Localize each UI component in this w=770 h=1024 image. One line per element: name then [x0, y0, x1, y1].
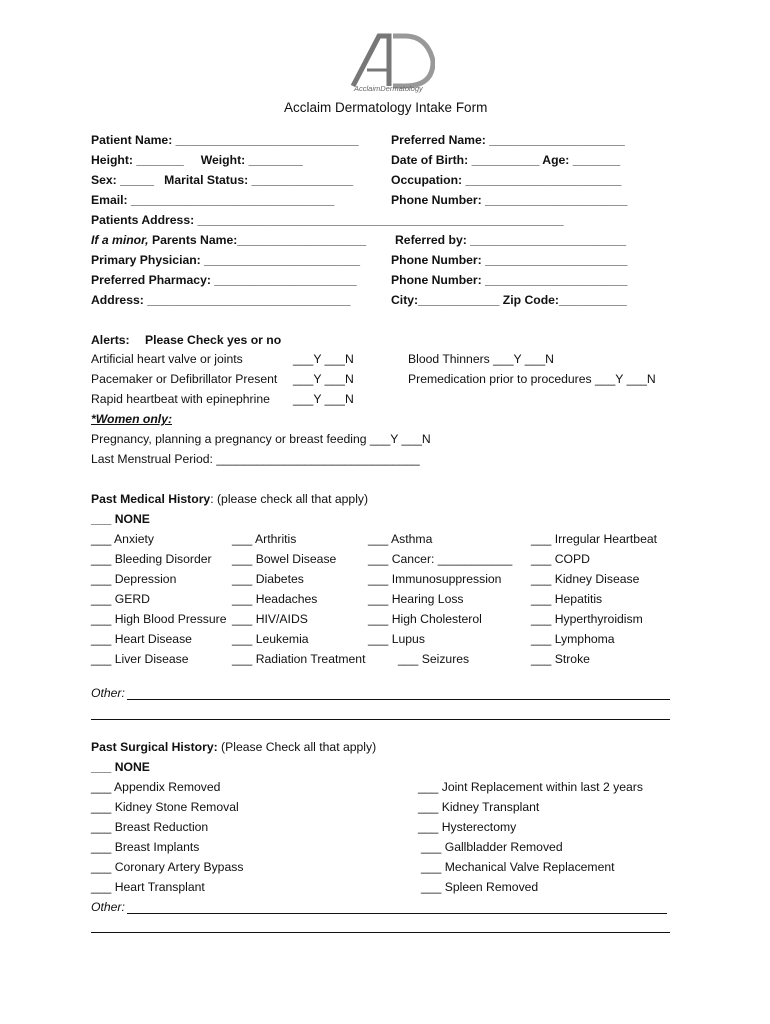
- parents-name-field[interactable]: [91, 232, 366, 248]
- medical-option[interactable]: ___ Arthritis: [232, 532, 297, 546]
- city-zip-field[interactable]: City:____________ Zip Code:__________: [391, 293, 627, 307]
- medical-option[interactable]: ___ Bowel Disease: [232, 552, 337, 566]
- surgical-other-line-2[interactable]: [91, 932, 670, 933]
- medical-option[interactable]: ___ Hearing Loss: [368, 592, 464, 606]
- logo-text: AcclaimDermatology: [354, 84, 423, 93]
- patient-name-field[interactable]: Patient Name: ___________________________: [91, 133, 359, 147]
- medical-option[interactable]: ___ Liver Disease: [91, 652, 189, 666]
- medical-option[interactable]: ___ Irregular Heartbeat: [531, 532, 658, 546]
- height-weight-field[interactable]: Height: _______ Weight: ________: [91, 153, 303, 167]
- alert-yes-no[interactable]: ___Y ___N: [293, 372, 354, 386]
- alert-item-label: Pacemaker or Defibrillator Present: [91, 372, 278, 386]
- medical-option[interactable]: ___ Immunosuppression: [368, 572, 502, 586]
- medical-option[interactable]: ___ Headaches: [232, 592, 318, 606]
- email-field[interactable]: Email: ______________________________: [91, 193, 335, 207]
- surgical-option[interactable]: ___ Kidney Stone Removal: [91, 800, 239, 814]
- alert-yes-no[interactable]: ___Y ___N: [293, 392, 354, 406]
- medical-option[interactable]: ___ Radiation Treatment: [232, 652, 366, 666]
- alert-item-label: Rapid heartbeat with epinephrine: [91, 392, 270, 406]
- surgical-history-heading: [91, 739, 376, 755]
- medical-option[interactable]: ___ Anxiety: [91, 532, 155, 546]
- medical-option[interactable]: ___ Cancer: ___________: [368, 552, 513, 566]
- referred-by-field[interactable]: Referred by: _______________________: [395, 233, 627, 247]
- medical-option[interactable]: ___ High Blood Pressure: [91, 612, 227, 626]
- medical-option[interactable]: ___ GERD: [91, 592, 150, 606]
- pregnancy-field[interactable]: Pregnancy, planning a pregnancy or breast feeding ___Y ___N: [91, 432, 431, 446]
- surgical-option[interactable]: ___ Hysterectomy: [418, 820, 517, 834]
- medical-option[interactable]: ___ Stroke: [531, 652, 590, 666]
- surgical-none-option[interactable]: ___ NONE: [91, 760, 150, 774]
- patients-address-field[interactable]: Patients Address: ______________________________________________________: [91, 213, 564, 227]
- surgical-option[interactable]: ___ Breast Reduction: [91, 820, 209, 834]
- alert-yes-no[interactable]: ___Y ___N: [293, 352, 354, 366]
- preferred-name-field[interactable]: Preferred Name: ____________________: [391, 133, 625, 147]
- medical-none-option[interactable]: ___ NONE: [91, 512, 150, 526]
- alert-item-label: Artificial heart valve or joints: [91, 352, 243, 366]
- medical-option[interactable]: ___ Bleeding Disorder: [91, 552, 212, 566]
- medical-option[interactable]: ___ Lymphoma: [531, 632, 615, 646]
- medical-other-label: Other:: [91, 686, 125, 700]
- medical-option[interactable]: ___ Heart Disease: [91, 632, 192, 646]
- medical-option[interactable]: ___ Asthma: [368, 532, 433, 546]
- medical-other-line[interactable]: [127, 699, 670, 700]
- alerts-instruction: Please Check yes or no: [145, 333, 282, 347]
- medical-other-line-2[interactable]: [91, 719, 670, 720]
- medical-option[interactable]: ___ Hepatitis: [531, 592, 603, 606]
- medical-option[interactable]: ___ High Cholesterol: [368, 612, 482, 626]
- medical-option[interactable]: ___ Leukemia: [232, 632, 309, 646]
- last-period-field[interactable]: Last Menstrual Period: ______________________________: [91, 452, 420, 466]
- medical-option[interactable]: ___ COPD: [531, 552, 590, 566]
- medical-option[interactable]: ___ Depression: [91, 572, 177, 586]
- surgical-option[interactable]: ___ Heart Transplant: [91, 880, 205, 894]
- blood-thinners-field[interactable]: Blood Thinners ___Y ___N: [408, 352, 554, 366]
- medical-history-heading-rest: : (please check all that apply): [210, 492, 369, 506]
- surgical-option[interactable]: ___ Gallbladder Removed: [421, 840, 563, 854]
- surgical-option[interactable]: ___ Breast Implants: [91, 840, 200, 854]
- primary-physician-field[interactable]: Primary Physician: _______________________: [91, 253, 361, 267]
- form-title: Acclaim Dermatology Intake Form: [284, 100, 488, 115]
- dob-age-field[interactable]: Date of Birth: __________ Age: _______: [391, 153, 621, 167]
- medical-option[interactable]: ___ Kidney Disease: [531, 572, 640, 586]
- sex-marital-field[interactable]: Sex: _____ Marital Status: _______________: [91, 173, 354, 187]
- surgical-other-line[interactable]: [127, 913, 667, 914]
- surgical-option[interactable]: ___ Kidney Transplant: [418, 800, 540, 814]
- medical-option[interactable]: ___ Seizures: [398, 652, 470, 666]
- phone-number-field[interactable]: Phone Number: _____________________: [391, 193, 628, 207]
- physician-phone-field[interactable]: Phone Number: _____________________: [391, 253, 628, 267]
- alerts-label: Alerts:: [91, 333, 130, 347]
- surgical-option[interactable]: ___ Appendix Removed: [91, 780, 221, 794]
- medical-history-heading: [91, 491, 368, 507]
- occupation-field[interactable]: Occupation: _______________________: [391, 173, 622, 187]
- medical-option[interactable]: ___ HIV/AIDS: [232, 612, 308, 626]
- surgical-option[interactable]: ___ Coronary Artery Bypass: [91, 860, 244, 874]
- pharmacy-phone-field[interactable]: Phone Number: _____________________: [391, 273, 628, 287]
- surgical-history-heading-bold: Past Surgical History:: [91, 740, 218, 754]
- surgical-option[interactable]: ___ Joint Replacement within last 2 years: [418, 780, 643, 794]
- pharmacy-address-field[interactable]: Address: ______________________________: [91, 293, 351, 307]
- surgical-history-heading-rest: (Please Check all that apply): [217, 740, 377, 754]
- surgical-option[interactable]: ___ Spleen Removed: [421, 880, 539, 894]
- medical-history-heading-bold: Past Medical History: [91, 492, 211, 506]
- women-only-label: *Women only:: [91, 412, 173, 426]
- preferred-pharmacy-field[interactable]: Preferred Pharmacy: _____________________: [91, 273, 357, 287]
- medical-option[interactable]: ___ Diabetes: [232, 572, 304, 586]
- surgical-option[interactable]: ___ Mechanical Valve Replacement: [421, 860, 615, 874]
- minor-label: If a minor,: [91, 233, 149, 247]
- medical-option[interactable]: ___ Lupus: [368, 632, 425, 646]
- surgical-other-label: Other:: [91, 900, 125, 914]
- medical-option[interactable]: ___ Hyperthyroidism: [531, 612, 643, 626]
- parents-name-label: Parents Name:___________________: [148, 233, 367, 247]
- premedication-field[interactable]: Premedication prior to procedures ___Y ___N: [408, 372, 656, 386]
